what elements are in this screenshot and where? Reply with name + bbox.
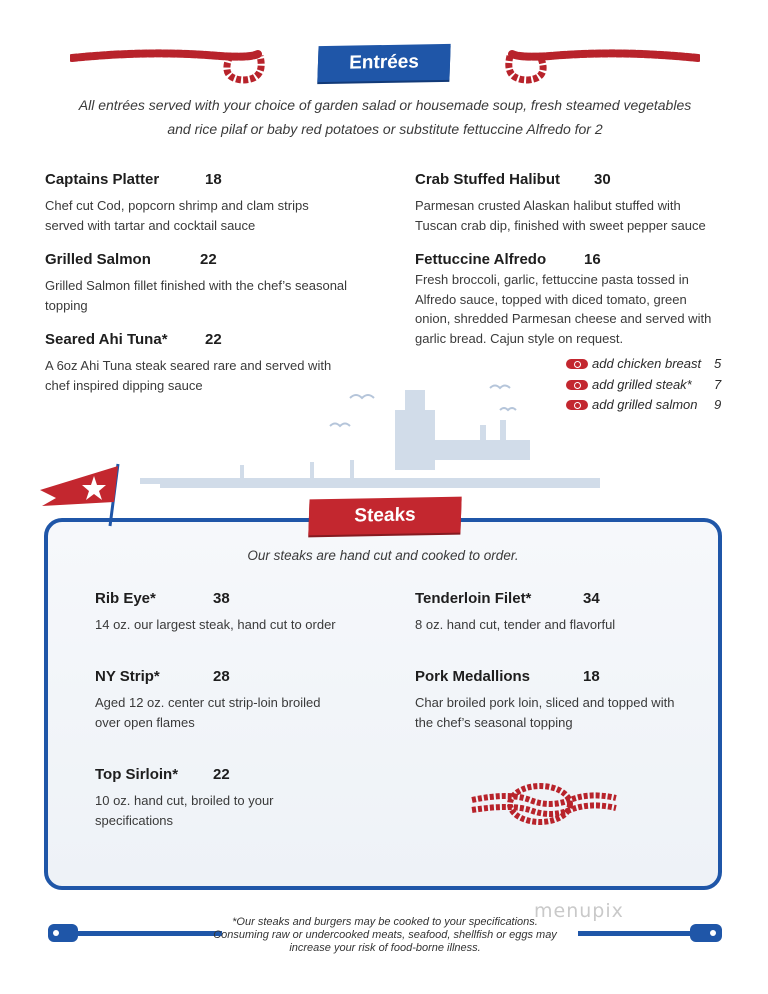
menu-item-grilled-salmon bbox=[45, 251, 375, 315]
item-name: Crab Stuffed Halibut bbox=[415, 171, 560, 188]
addon-label: add grilled steak* bbox=[592, 376, 692, 392]
item-price: 22 bbox=[205, 331, 222, 348]
item-price: 18 bbox=[205, 171, 222, 188]
allergy-footnote bbox=[200, 916, 570, 955]
footnote-line: increase your risk of food-borne illness. bbox=[289, 942, 481, 954]
item-description-line: 14 oz. our largest steak, hand cut to order bbox=[95, 617, 336, 632]
item-description-line: 8 oz. hand cut, tender and flavorful bbox=[415, 617, 616, 632]
item-price: 18 bbox=[583, 668, 600, 685]
item-price: 22 bbox=[213, 766, 230, 783]
menu-item-ny-strip bbox=[95, 668, 395, 732]
item-description-line: Aged 12 oz. center cut strip-loin broiled bbox=[95, 695, 321, 710]
item-price: 22 bbox=[200, 251, 217, 268]
item-description bbox=[415, 615, 715, 635]
item-description-line: over open flames bbox=[95, 714, 195, 730]
watermark: menupix bbox=[534, 900, 624, 922]
menu-item-fettuccine-alfredo bbox=[415, 251, 735, 348]
addon-price: 9 bbox=[714, 397, 722, 412]
item-name: Rib Eye* bbox=[95, 590, 156, 607]
item-name: Fettuccine Alfredo bbox=[415, 251, 547, 268]
item-price: 28 bbox=[213, 668, 230, 685]
item-description-line: Grilled Salmon fillet finished with the chef’s seasonal bbox=[45, 278, 348, 293]
addon-price: 5 bbox=[714, 356, 722, 371]
entrees-banner: Entrées bbox=[317, 44, 450, 82]
item-description bbox=[415, 196, 735, 235]
menu-item-tenderloin-filet bbox=[415, 590, 715, 635]
flag-icon bbox=[36, 460, 132, 530]
item-description-line: Char broiled pork loin, sliced and topped with bbox=[415, 695, 675, 710]
menu-item-rib-eye bbox=[95, 590, 395, 635]
item-description bbox=[95, 615, 395, 635]
item-name: Captains Platter bbox=[45, 171, 160, 188]
menu-item-pork-medallions bbox=[415, 668, 715, 732]
item-description-line: Tuscan crab dip, finished with sweet pepper sauce bbox=[415, 217, 706, 233]
item-description-line: served with tartar and cocktail sauce bbox=[45, 217, 256, 233]
knot-icon bbox=[470, 778, 618, 830]
item-description bbox=[95, 693, 395, 732]
footnote-line: Consuming raw or undercooked meats, seafood, shellfish or eggs may bbox=[213, 929, 557, 941]
item-name: Seared Ahi Tuna* bbox=[45, 331, 168, 348]
rope-left-icon bbox=[70, 44, 280, 86]
addon-price: 7 bbox=[714, 376, 722, 392]
item-description-line: chef inspired dipping sauce bbox=[45, 377, 203, 393]
oar-left-icon bbox=[44, 920, 224, 948]
item-description-line: onion, shredded Parmesan cheese and served with bbox=[415, 311, 712, 326]
item-description bbox=[45, 196, 375, 235]
entrees-intro-line: and rice pilaf or baby red potatoes or substitute fettuccine Alfredo for 2 bbox=[167, 121, 603, 137]
addon-label: add chicken breast bbox=[592, 356, 702, 371]
steaks-banner: Steaks bbox=[308, 497, 461, 536]
addon-label: add grilled salmon bbox=[592, 397, 698, 412]
item-name: NY Strip* bbox=[95, 668, 160, 685]
item-name: Pork Medallions bbox=[415, 668, 531, 685]
item-description-line: 10 oz. hand cut, broiled to your bbox=[95, 793, 274, 808]
item-name: Tenderloin Filet* bbox=[415, 590, 532, 607]
item-price: 38 bbox=[213, 590, 230, 607]
item-description bbox=[45, 276, 375, 315]
rope-right-icon bbox=[490, 44, 700, 86]
entrees-intro bbox=[40, 93, 730, 141]
item-description-line: the chef’s seasonal topping bbox=[415, 714, 573, 730]
item-description bbox=[95, 791, 395, 830]
menu-item-top-sirloin bbox=[95, 766, 395, 830]
item-description-line: Chef cut Cod, popcorn shrimp and clam strips bbox=[45, 198, 309, 213]
item-description-line: Fresh broccoli, garlic, fettuccine pasta tossed in bbox=[415, 272, 689, 287]
item-price: 30 bbox=[594, 171, 611, 188]
item-description-line: Alfredo sauce, topped with diced tomato, green bbox=[415, 291, 687, 307]
item-name: Grilled Salmon bbox=[45, 251, 151, 268]
entrees-intro-line: All entrées served with your choice of garden salad or housemade soup, fresh steamed vegetables bbox=[78, 97, 692, 113]
oar-right-icon bbox=[578, 920, 726, 948]
item-price: 16 bbox=[584, 251, 601, 268]
item-name: Top Sirloin* bbox=[95, 766, 179, 783]
item-description bbox=[415, 693, 715, 732]
menu-item-captains-platter bbox=[45, 171, 375, 235]
item-description-line: garlic bread. Cajun style on request. bbox=[415, 330, 624, 346]
item-description-line: specifications bbox=[95, 812, 174, 828]
item-price: 34 bbox=[583, 590, 600, 607]
lifebuoy-icon bbox=[566, 359, 588, 369]
footnote-line: *Our steaks and burgers may be cooked to your specifications. bbox=[232, 916, 538, 928]
menu-item-crab-stuffed-halibut bbox=[415, 171, 735, 235]
item-description-line: A 6oz Ahi Tuna steak seared rare and served with bbox=[45, 358, 332, 373]
steaks-intro: Our steaks are hand cut and cooked to order. bbox=[247, 548, 519, 563]
item-description bbox=[415, 270, 735, 348]
item-description-line: topping bbox=[45, 297, 88, 313]
item-description-line: Parmesan crusted Alaskan halibut stuffed with bbox=[415, 198, 681, 213]
